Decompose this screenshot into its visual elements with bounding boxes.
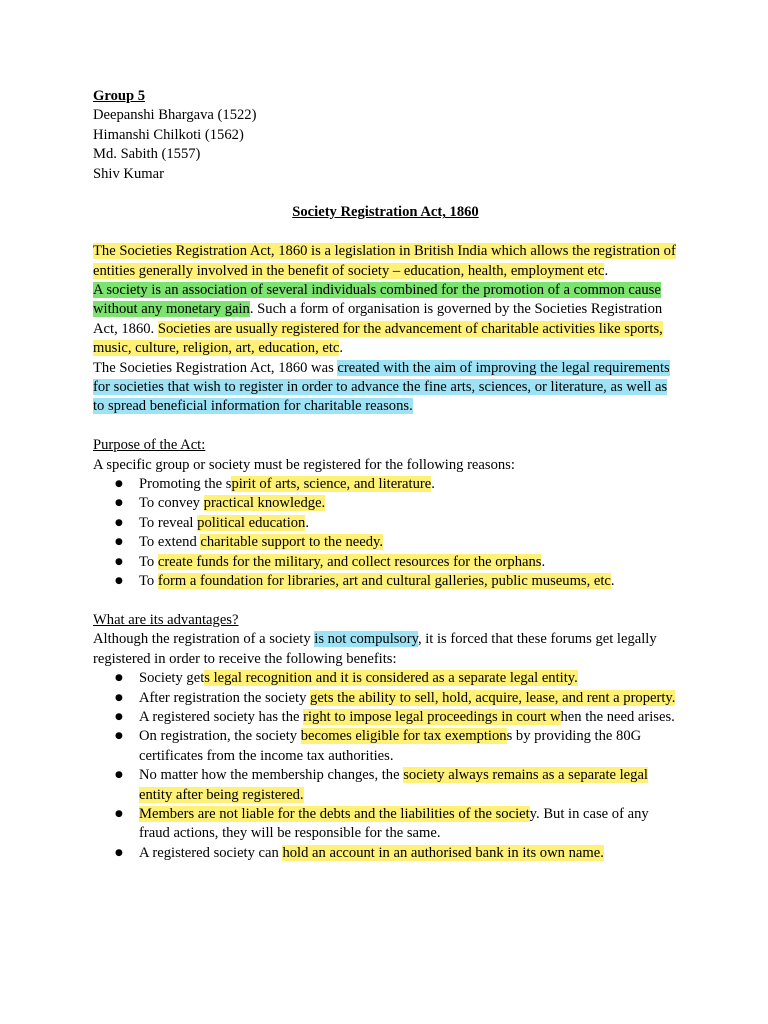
intro-paragraph [93, 359, 678, 417]
purpose-item [139, 572, 678, 591]
purpose-list [93, 475, 678, 591]
text-run: A registered society can [139, 844, 283, 861]
advantages-heading: What are its advantages? [93, 611, 239, 628]
highlight-blue: created with the aim of improving the legal requirements for societies that wish to register in order to advance the fine arts, sciences, or literature, as well as to spread beneficial information for charitable reasons. [93, 359, 670, 415]
document-title: Society Registration Act, 1860 [292, 204, 479, 221]
purpose-heading: Purpose of the Act: [93, 437, 206, 454]
text-run: s by providing the 80G certificates from the income tax authorities. [139, 728, 642, 764]
highlight-yellow: s legal recognition and it is considered as a separate legal entity. [204, 670, 578, 687]
text-run: To extend [139, 534, 201, 551]
advantage-item [139, 669, 678, 688]
text-run: Society get [139, 670, 205, 687]
text-run: . [610, 573, 615, 590]
highlight-yellow: practical knowledge. [203, 495, 326, 512]
highlight-yellow: Members are not liable for the debts and the liabilities of the societ [139, 805, 530, 822]
highlight-yellow: becomes eligible for tax exemption [300, 728, 507, 745]
text-run: Promoting the s [139, 476, 232, 493]
text-run: Although the registration of a society [93, 631, 315, 648]
text-run: . [604, 262, 609, 279]
text-run: On registration, the society [139, 728, 301, 745]
highlight-yellow: charitable support to the needy. [200, 534, 384, 551]
purpose-item [139, 514, 678, 533]
text-run: To convey [139, 495, 204, 512]
purpose-item [139, 553, 678, 572]
purpose-item [139, 494, 678, 513]
text-run: To reveal [139, 514, 198, 531]
group-heading: Group 5 [93, 88, 146, 104]
purpose-lead: A specific group or society must be registered for the following reasons: [93, 456, 515, 473]
text-run: hen the need arises. [560, 708, 675, 725]
advantage-item [139, 689, 678, 708]
highlight-yellow: hold an account in an authorised bank in its own name. [282, 844, 604, 861]
highlight-green: A society is an association of several individuals combined for the promotion of a common cause without any monetary gain [93, 282, 661, 318]
highlight-yellow: create funds for the military, and collect resources for the orphans [157, 553, 542, 570]
highlight-yellow: pirit of arts, science, and literature [231, 476, 432, 493]
highlight-yellow: political education [197, 514, 306, 531]
intro-paragraph [93, 242, 678, 281]
highlight-yellow: The Societies Registration Act, 1860 is a legislation in British India which allows the registration of entities generally involved in the benefit of society – education, health, employment etc [93, 243, 676, 279]
advantage-item [139, 805, 678, 844]
advantages-lead [93, 630, 678, 669]
text-run: To [139, 553, 158, 570]
text-run: A registered society has the [139, 708, 304, 725]
highlight-yellow: Societies are usually registered for the advancement of charitable activities like sports, music, culture, religion, art, education, etc [93, 320, 663, 357]
advantage-item [139, 844, 678, 863]
text-run: After registration the society [139, 689, 311, 706]
text-run: . Such a form of organisation is governed by the Societies Registration Act, 1860. [93, 301, 663, 337]
text-run: The Societies Registration Act, 1860 was [93, 359, 338, 376]
text-run: . [541, 553, 546, 570]
advantages-list [93, 669, 678, 863]
highlight-blue: is not compulsory [314, 631, 418, 648]
purpose-item [139, 475, 678, 494]
highlight-yellow: right to impose legal proceedings in court w [303, 708, 561, 725]
member-name: Shiv Kumar [93, 165, 164, 182]
highlight-yellow: society always remains as a separate legal entity after being registered. [139, 767, 648, 803]
purpose-item [139, 533, 678, 552]
highlight-yellow: gets the ability to sell, hold, acquire, lease, and rent a property. [310, 689, 676, 706]
document-page [93, 87, 678, 863]
advantage-item [139, 766, 678, 805]
text-run: , it is forced that these forums get legally registered in order to receive the following benefits: [93, 631, 657, 667]
member-name: Md. Sabith (1557) [93, 146, 201, 163]
text-run: y. But in case of any fraud actions, they will be responsible for the same. [139, 805, 649, 842]
member-name: Himanshi Chilkoti (1562) [93, 126, 244, 143]
intro-paragraph [93, 281, 678, 359]
advantage-item [139, 708, 678, 727]
member-name: Deepanshi Bhargava (1522) [93, 107, 257, 124]
advantage-item [139, 727, 678, 766]
text-run: . [431, 476, 435, 493]
text-run: To [139, 573, 158, 590]
highlight-yellow: form a foundation for libraries, art and cultural galleries, public museums, etc [157, 573, 611, 590]
text-run: No matter how the membership changes, the [139, 767, 404, 784]
text-run: . [305, 514, 309, 531]
text-run: . [339, 340, 344, 357]
